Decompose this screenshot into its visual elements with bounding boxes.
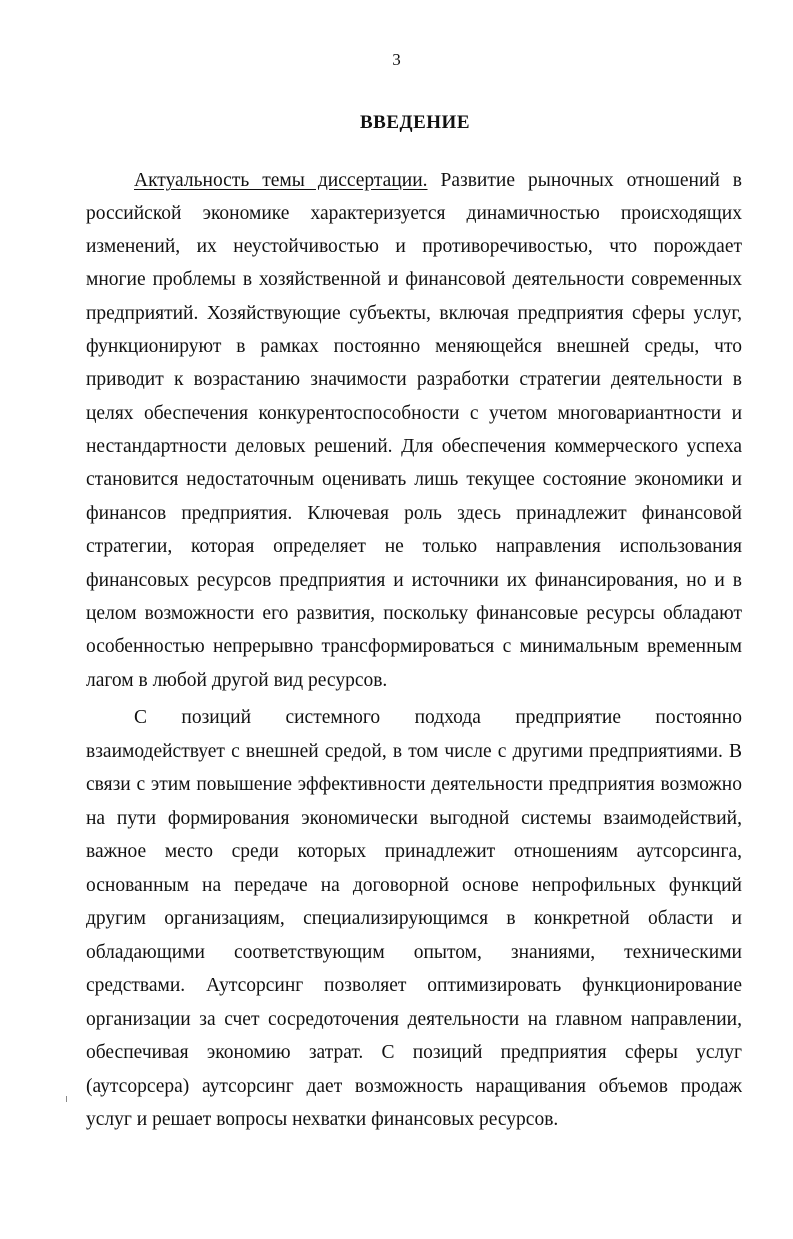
text-line: стратегии, которая определяет не только направления использования (86, 536, 742, 557)
text-line: другим организациям, специализирующимся в конкретной области и (86, 908, 742, 929)
section-title: ВВЕДЕНИЕ (360, 112, 470, 133)
text-line: обеспечивая экономию затрат. С позиций предприятия сферы услуг (86, 1042, 742, 1063)
text-line: организации за счет сосредоточения деятельности на главном направлении, (86, 1009, 742, 1030)
text-line: целях обеспечения конкурентоспособности с учетом многовариантности и (86, 403, 742, 424)
paragraph-2-line-1: С позиций системного подхода предприятие постоянно (134, 707, 742, 728)
text-line: нестандартности деловых решений. Для обеспечения коммерческого успеха (86, 436, 742, 457)
text-line: обладающими соответствующим опытом, знаниями, техническими (86, 942, 742, 963)
text-line: целом возможности его развития, поскольку финансовые ресурсы обладают (86, 603, 742, 624)
text-line: финансов предприятия. Ключевая роль здесь принадлежит финансовой (86, 503, 742, 524)
text-line: связи с этим повышение эффективности деятельности предприятия возможно (86, 774, 742, 795)
text-line: многие проблемы в хозяйственной и финансовой деятельности современных (86, 269, 742, 290)
text-line: финансовых ресурсов предприятия и источники их финансирования, но и в (86, 570, 742, 591)
text-line: на пути формирования экономически выгодной системы взаимодействий, (86, 808, 742, 829)
text-line: российской экономике характеризуется динамичностью происходящих (86, 203, 742, 224)
text-line: основанным на передаче на договорной основе непрофильных функций (86, 875, 742, 896)
scan-mark (66, 1096, 70, 1102)
text-line: становится недостаточным оценивать лишь текущее состояние экономики и (86, 469, 742, 490)
text-line: важное место среди которых принадлежит отношениям аутсорсинга, (86, 841, 742, 862)
text-line: услуг и решает вопросы нехватки финансовых ресурсов. (86, 1109, 559, 1130)
text-line: изменений, их неустойчивостью и противоречивостью, что порождает (86, 236, 742, 257)
paragraph-1-line-1 (134, 168, 742, 194)
paragraph-1-line-1-rest: Развитие рыночных отношений в (427, 170, 742, 191)
text-line: предприятий. Хозяйствующие субъекты, включая предприятия сферы услуг, (86, 303, 742, 324)
paragraph-heading: Актуальность темы диссертации. (134, 170, 428, 191)
text-line: лагом в любой другой вид ресурсов. (86, 670, 388, 691)
text-line: взаимодействует с внешней средой, в том числе с другими предприятиями. В (86, 741, 742, 762)
text-line: приводит к возрастанию значимости разработки стратегии деятельности в (86, 369, 742, 390)
text-line: функционируют в рамках постоянно меняющейся внешней среды, что (86, 336, 742, 357)
text-line: (аутсорсера) аутсорсинг дает возможность наращивания объемов продаж (86, 1076, 742, 1097)
text-line: средствами. Аутсорсинг позволяет оптимизировать функционирование (86, 975, 742, 996)
text-line: особенностью непрерывно трансформироваться с минимальным временным (86, 636, 742, 657)
page-number: 3 (392, 50, 401, 69)
